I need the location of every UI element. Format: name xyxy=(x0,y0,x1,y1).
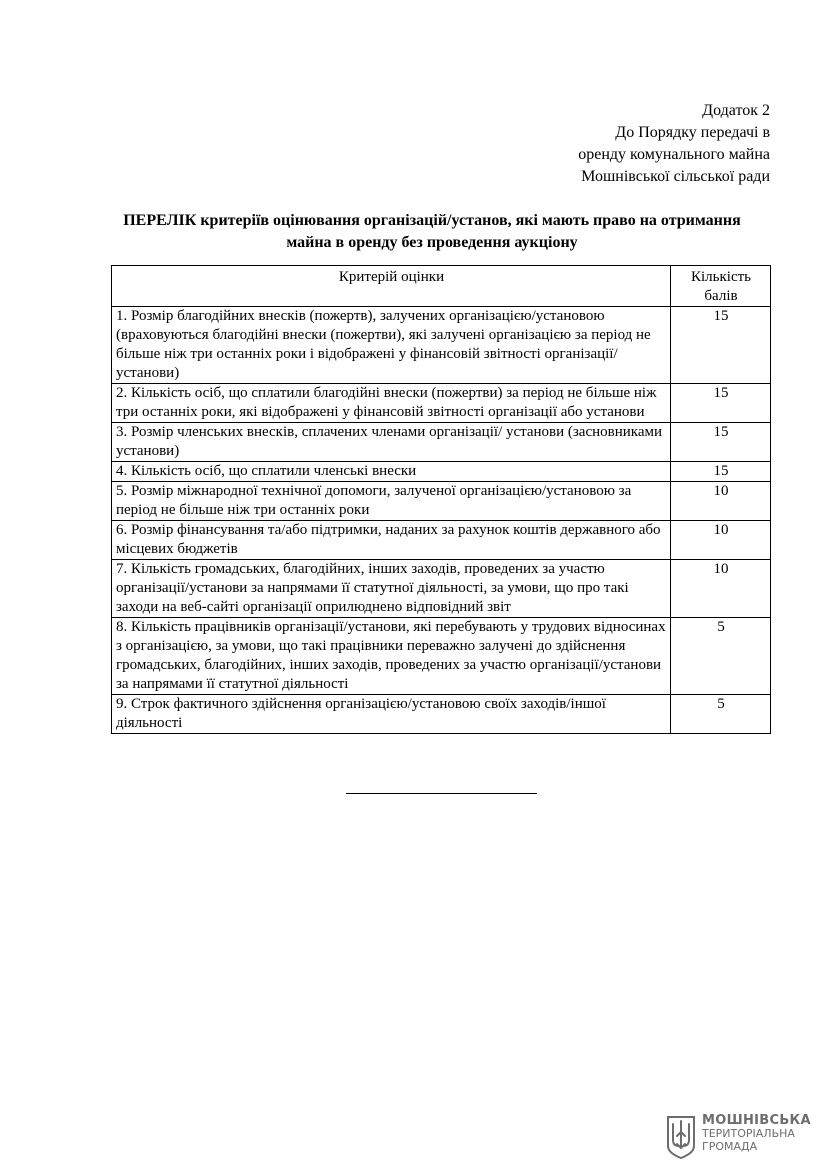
table-row xyxy=(112,618,771,695)
table-row xyxy=(112,423,771,462)
criterion-cell: 8. Кількість працівників організації/установи, які перебувають у трудових відносинах з організацією, за умови, що такі працівники переважно залучені до здійснення громадських, благодійних, інших заходів, проведених за участю організації/установи за напрямами її статутної діяльності xyxy=(112,618,671,695)
table-row xyxy=(112,695,771,734)
table-row xyxy=(112,307,771,384)
score-cell: 10 xyxy=(671,560,771,618)
table-row xyxy=(112,521,771,560)
logo-line-3: ГРОМАДА xyxy=(702,1140,758,1153)
score-cell: 5 xyxy=(671,695,771,734)
logo-line-1: МОШНІВСЬКА xyxy=(702,1113,811,1128)
appendix-number: Додаток 2 xyxy=(702,102,770,119)
score-cell: 15 xyxy=(671,307,771,384)
score-column-header: Кількість балів xyxy=(671,266,771,307)
criterion-cell: 1. Розмір благодійних внесків (пожертв), залучених організацією/установою (враховуються благодійні внески (пожертви), які залучені організацією за період не більше ніж три останніх роки і відображені у фінансовій звітності організації/установи) xyxy=(112,307,671,384)
score-cell: 15 xyxy=(671,462,771,482)
criterion-cell: 5. Розмір міжнародної технічної допомоги, залученої організацією/установою за період не більше ніж три останніх роки xyxy=(112,482,671,521)
logo-line-2: ТЕРИТОРІАЛЬНА xyxy=(702,1127,795,1140)
appendix-reference-line-1: До Порядку передачі в xyxy=(615,124,770,141)
table-row xyxy=(112,384,771,423)
score-cell: 15 xyxy=(671,423,771,462)
criterion-cell: 6. Розмір фінансування та/або підтримки, наданих за рахунок коштів державного або місцевих бюджетів xyxy=(112,521,671,560)
trident-icon xyxy=(666,1115,696,1159)
criterion-cell: 9. Строк фактичного здійснення організацією/установою своїх заходів/іншої діяльності xyxy=(112,695,671,734)
closing-separator-line xyxy=(346,793,537,794)
criterion-cell: 2. Кількість осіб, що сплатили благодійні внески (пожертви) за період не більше ніж три останніх роки, які відображені у фінансовій звітності організації або установи xyxy=(112,384,671,423)
score-cell: 10 xyxy=(671,521,771,560)
appendix-reference-line-2: оренду комунального майна xyxy=(578,146,770,163)
community-logo xyxy=(666,1112,816,1162)
criterion-cell: 7. Кількість громадських, благодійних, інших заходів, проведених за участю організації/установи за напрямами її статутної діяльності, за умови, що про такі заходи на веб-сайті організації оприлюднено відповідний звіт xyxy=(112,560,671,618)
table-header-row xyxy=(112,266,771,307)
table-row xyxy=(112,560,771,618)
appendix-header xyxy=(578,100,770,188)
score-cell: 5 xyxy=(671,618,771,695)
document-title: ПЕРЕЛІК критеріїв оцінювання організацій/установ, які мають право на отримання майна в оренду без проведення аукціону xyxy=(123,212,741,251)
criterion-cell: 3. Розмір членських внесків, сплачених членами організації/ установи (засновниками установи) xyxy=(112,423,671,462)
logo-wordmark xyxy=(702,1114,811,1153)
score-cell: 10 xyxy=(671,482,771,521)
table-row xyxy=(112,462,771,482)
criterion-cell: 4. Кількість осіб, що сплатили членські внески xyxy=(112,462,671,482)
criterion-column-header: Критерій оцінки xyxy=(112,266,671,307)
criteria-table xyxy=(111,265,771,734)
appendix-reference-line-3: Мошнівської сільської ради xyxy=(581,168,770,185)
table-row xyxy=(112,482,771,521)
score-cell: 15 xyxy=(671,384,771,423)
